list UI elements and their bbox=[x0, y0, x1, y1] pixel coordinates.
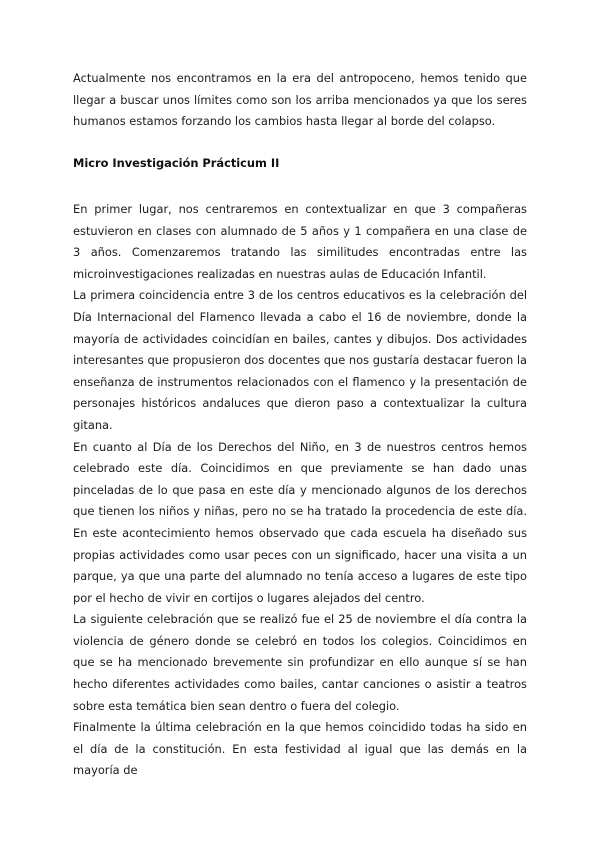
paragraph-flamenco: La primera coincidencia entre 3 de los centros educativos es la celebración del Día Internacional del Flamenco llevada a cabo el 16 de noviembre, donde la mayoría de actividades coincidían en bailes, cantes y dibujos. Dos actividades interesantes que propusieron dos docentes que nos gustaría destacar fueron la enseñanza de instrumentos relacionados con el flamenco y la presentación de personajes históricos andaluces que dieron paso a contextualizar la cultura gitana. bbox=[73, 288, 527, 432]
paragraph-constitution: Finalmente la última celebración en la que hemos coincidido todas ha sido en el día de la constitución. En esta festividad al igual que las demás en la mayoría de bbox=[73, 720, 527, 778]
paragraph-gender-violence: La siguiente celebración que se realizó fue el 25 de noviembre el día contra la violencia de género donde se celebró en todos los colegios. Coincidimos en que se ha mencionado brevemente sin profundizar en ello aunque sí se han hecho diferentes actividades como bailes, cantar canciones o asistir a teatros sobre esta temática bien sean dentro o fuera del colegio. bbox=[73, 612, 527, 713]
intro-paragraph: Actualmente nos encontramos en la era del antropoceno, hemos tenido que llegar a buscar unos límites como son los arriba mencionados ya que los seres humanos estamos forzando los cambios hasta llegar al borde del colapso. bbox=[73, 71, 527, 129]
paragraph-children-rights: En cuanto al Día de los Derechos del Niño, en 3 de nuestros centros hemos celebrado este día. Coincidimos en que previamente se han dado unas pinceladas de lo que pasa en este día y mencionado algunos de los derechos que tienen los niños y niñas, pero no se ha tratado la procedencia de este día. En este acontecimiento hemos observado que cada escuela ha diseñado sus propias actividades como usar peces con un significado, hacer una visita a un parque, ya que una parte del alumnado no tenía acceso a lugares de este tipo por el hecho de vivir en cortijos o lugares alejados del centro. bbox=[73, 439, 527, 605]
paragraph-context: En primer lugar, nos centraremos en contextualizar en que 3 compañeras estuvieron en clases con alumnado de 5 años y 1 compañera en una clase de 3 años. Comenzaremos tratando las similitudes encontradas entre las microinvestigaciones realizadas en nuestras aulas de Educación Infantil. bbox=[73, 202, 527, 281]
body-text bbox=[73, 199, 527, 782]
section-title: Micro Investigación Prácticum II bbox=[73, 156, 280, 170]
